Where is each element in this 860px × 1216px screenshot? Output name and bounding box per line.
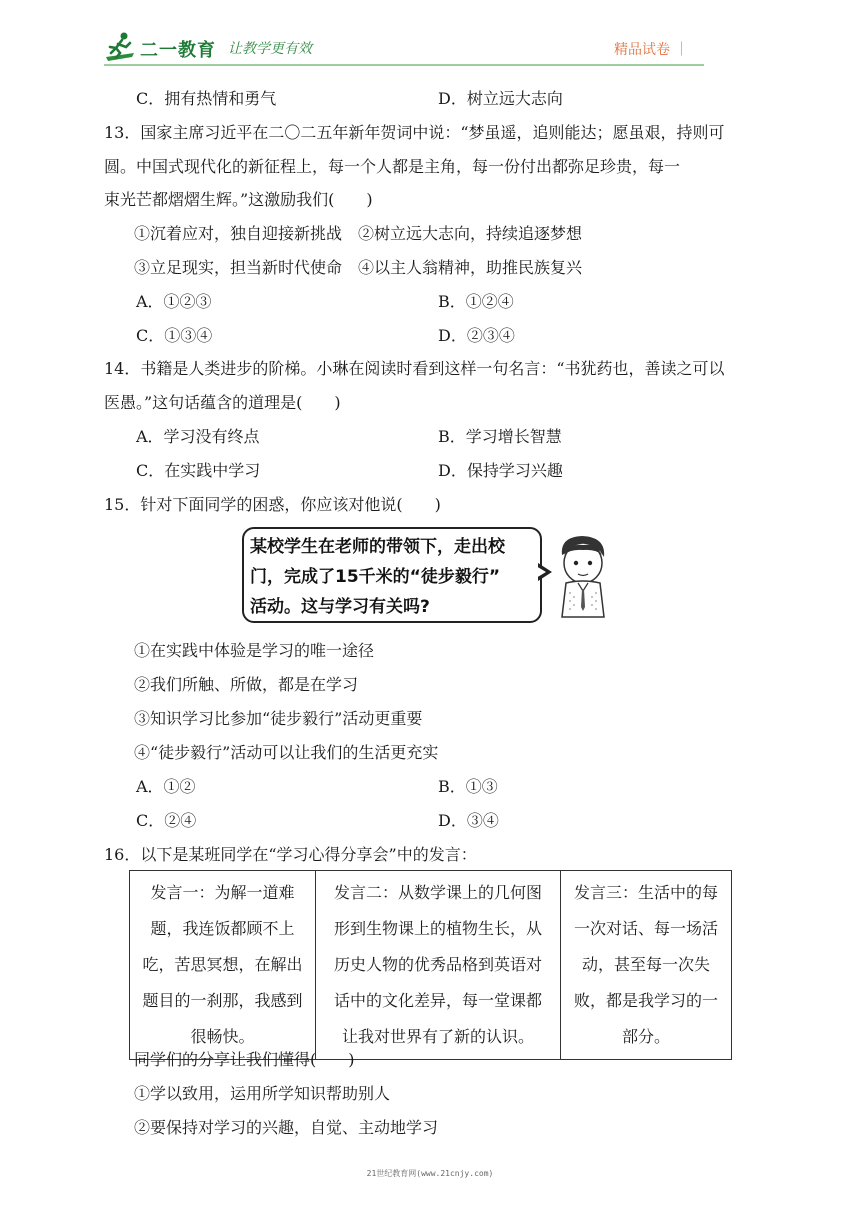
q13-option-b: B．①②④ xyxy=(438,292,514,311)
q16-question: 同学们的分享让我们懂得( ) xyxy=(134,1050,355,1069)
q14-option-a: A．学习没有终点 xyxy=(136,427,260,446)
q14-stem-line-2: 医愚。”这句话蕴含的道理是( ) xyxy=(104,393,341,412)
speech-three-cell: 发言三：生活中的每 一次对话、每一场活 动，甚至每一次失 败，都是我学习的一 部分。 xyxy=(561,871,732,1060)
q13-option-a: A．①②③ xyxy=(136,292,212,311)
q13-stem-line-1: 13．国家主席习近平在二〇二五年新年贺词中说：“梦虽遥，追则能达；愿虽艰，持则可 xyxy=(104,123,725,142)
speech-one-cell: 发言一：为解一道难 题，我连饭都顾不上 吃，苦思冥想，在解出 题目的一刹那，我感到 很畅快。 xyxy=(130,871,316,1060)
table-row xyxy=(130,871,732,1060)
student-illustration-icon xyxy=(552,533,614,619)
header-divider xyxy=(104,64,704,66)
brand-name: 二一教育 xyxy=(140,40,216,61)
q13-stem-line-2: 圆。中国式现代化的新征程上，每一个人都是主角，每一份付出都弥足珍贵，每一 xyxy=(104,157,681,176)
q14-option-c: C．在实践中学习 xyxy=(136,461,261,480)
q12-option-c: C．拥有热情和勇气 xyxy=(136,89,277,108)
q15-statement-2: ②我们所触、所做，都是在学习 xyxy=(134,675,359,694)
speech-table xyxy=(129,870,732,1060)
speech-two-cell: 发言二：从数学课上的几何图 形到生物课上的植物生长，从 历史人物的优秀品格到英语对 话中的文化差异，每一堂课都 让我对世界有了新的认识。 xyxy=(316,871,561,1060)
q15-statement-3: ③知识学习比参加“徒步毅行”活动更重要 xyxy=(134,709,423,728)
bubble-text-line-3: 活动。这与学习有关吗? xyxy=(250,597,430,617)
q16-statement-1: ①学以致用，运用所学知识帮助别人 xyxy=(134,1084,391,1103)
quality-badge: 精品试卷 ｜ xyxy=(614,42,689,58)
q13-option-d: D．②③④ xyxy=(438,326,515,345)
q16-stem: 16．以下是某班同学在“学习心得分享会”中的发言： xyxy=(104,845,477,864)
bubble-text-line-1: 某校学生在老师的带领下，走出校 xyxy=(250,537,505,557)
q13-option-c: C．①③④ xyxy=(136,326,213,345)
q15-option-a: A．①② xyxy=(136,777,196,796)
bubble-text-line-2: 门，完成了15千米的“徒步毅行” xyxy=(250,567,501,587)
q14-option-b: B．学习增长智慧 xyxy=(438,427,562,446)
q13-statements-2: ③立足现实，担当新时代使命 ④以主人翁精神，助推民族复兴 xyxy=(134,258,583,277)
q15-option-d: D．③④ xyxy=(438,811,499,830)
q12-option-d: D．树立远大志向 xyxy=(438,89,563,108)
q15-option-b: B．①③ xyxy=(438,777,498,796)
q16-statement-2: ②要保持对学习的兴趣，自觉、主动地学习 xyxy=(134,1118,439,1137)
brand-slogan: 让教学更有效 xyxy=(228,41,312,57)
q15-statement-4: ④“徒步毅行”活动可以让我们的生活更充实 xyxy=(134,743,439,762)
q13-statements-1: ①沉着应对，独自迎接新挑战 ②树立远大志向，持续追逐梦想 xyxy=(134,224,583,243)
q14-option-d: D．保持学习兴趣 xyxy=(438,461,563,480)
q15-statement-1: ①在实践中体验是学习的唯一途径 xyxy=(134,641,375,660)
runner-logo-icon xyxy=(104,31,138,63)
q13-stem-line-3: 束光芒都熠熠生辉。”这激励我们( ) xyxy=(104,190,373,209)
page-footer: 21世纪教育网(www.21cnjy.com) xyxy=(366,1169,494,1178)
q15-stem: 15．针对下面同学的困惑，你应该对他说( ) xyxy=(104,495,441,514)
q15-option-c: C．②④ xyxy=(136,811,197,830)
q14-stem-line-1: 14．书籍是人类进步的阶梯。小琳在阅读时看到这样一句名言：“书犹药也，善读之可以 xyxy=(104,359,725,378)
page-header xyxy=(0,0,860,70)
